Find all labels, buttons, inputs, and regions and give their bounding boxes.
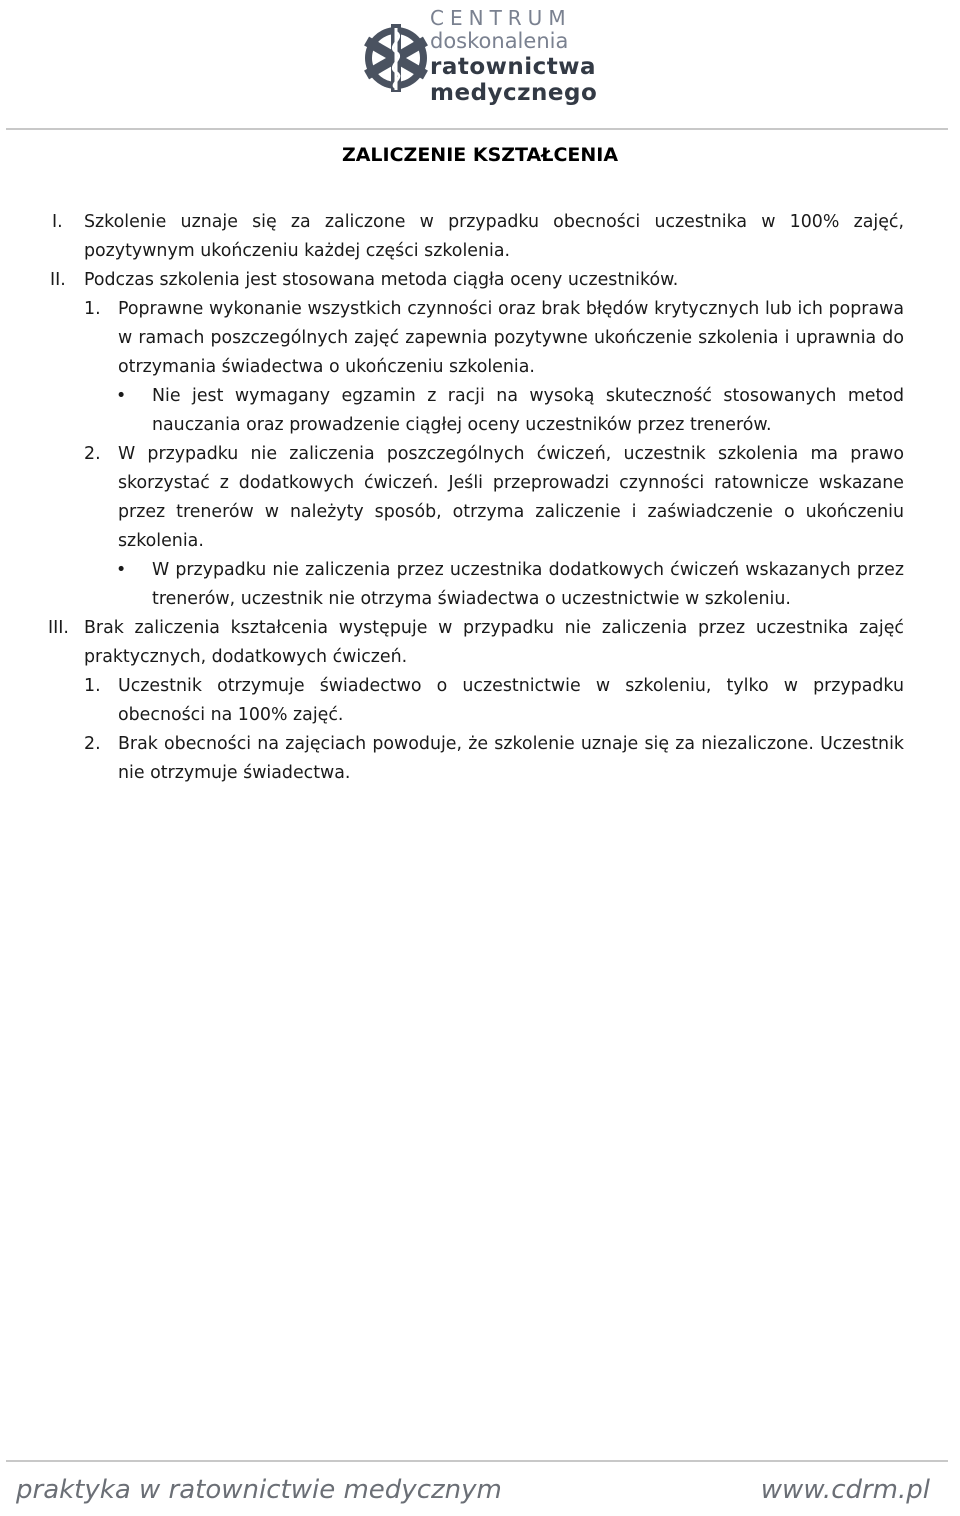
page-header — [0, 0, 960, 135]
document-body — [0, 208, 960, 788]
section-i-label: I. — [52, 212, 63, 232]
section-iii-item-1-text: Uczestnik otrzymuje świadectwo o uczestnictwie w szkoleniu, tylko w przypadku obecności na 100% zajęć. — [118, 676, 904, 725]
section-ii-item-2-text: W przypadku nie zaliczenia poszczególnych ćwiczeń, uczestnik szkolenia ma prawo skorzystać z dodatkowych ćwiczeń. Jeśli przeprowadzi czynności ratownicze wskazane przez trenerów w należyty sposób, otrzyma zaliczenie i zaświadczenie o ukończeniu szkolenia. — [118, 444, 904, 551]
section-ii-item-1-label: 1. — [84, 299, 101, 319]
section-iii-item-1-label: 1. — [84, 676, 101, 696]
section-i — [0, 208, 960, 266]
section-iii-item-2-label: 2. — [84, 734, 101, 754]
section-ii-item-1-text: Poprawne wykonanie wszystkich czynności oraz brak błędów krytycznych lub ich poprawa w ramach poszczególnych zajęć zapewnia pozytywne ukończenie szkolenia i uprawnia do otrzymania świadectwa o ukończeniu szkolenia. — [118, 299, 904, 377]
header-divider — [6, 128, 948, 130]
footer-tagline: praktyka w ratownictwie medycznym — [16, 1475, 502, 1505]
section-iii-text: Brak zaliczenia kształcenia występuje w przypadku nie zaliczenia przez uczestnika zajęć praktycznych, dodatkowych ćwiczeń. — [84, 618, 904, 667]
section-iii-item-1 — [0, 672, 960, 730]
section-iii-item-2-text: Brak obecności na zajęciach powoduje, że szkolenie uznaje się za niezaliczone. Uczestnik nie otrzymuje świadectwa. — [118, 734, 904, 783]
logo-line-centrum: CENTRUM — [430, 6, 572, 30]
page-title: ZALICZENIE KSZTAŁCENIA — [341, 144, 619, 166]
logo — [360, 6, 600, 110]
section-iii-label: III. — [48, 618, 69, 638]
star-of-life-caduceus-icon — [360, 14, 430, 104]
footer-divider — [6, 1460, 948, 1462]
section-ii-item-2 — [0, 440, 960, 556]
footer-website: www.cdrm.pl — [760, 1475, 930, 1505]
logo-line-ratownictwa: ratownictwa — [430, 54, 597, 80]
section-ii — [0, 266, 960, 295]
bullet-marker: • — [116, 386, 127, 406]
section-ii-item-1 — [0, 295, 960, 382]
bullet-marker: • — [116, 560, 127, 580]
section-ii-item-1-bullet — [0, 382, 960, 440]
section-ii-item-2-bullet — [0, 556, 960, 614]
section-iii — [0, 614, 960, 672]
section-i-text: Szkolenie uznaje się za zaliczone w przypadku obecności uczestnika w 100% zajęć, pozytywnym ukończeniu każdej części szkolenia. — [84, 212, 904, 261]
logo-line-doskonalenia: doskonalenia — [430, 29, 569, 53]
section-ii-item-2-label: 2. — [84, 444, 101, 464]
section-ii-text: Podczas szkolenia jest stosowana metoda ciągła oceny uczestników. — [84, 270, 679, 290]
logo-line-medycznego: medycznego — [430, 80, 598, 106]
section-ii-item-1-bullet-text: Nie jest wymagany egzamin z racji na wysoką skuteczność stosowanych metod nauczania oraz prowadzenie ciągłej oceny uczestników przez trenerów. — [152, 386, 904, 435]
section-iii-item-2 — [0, 730, 960, 788]
section-ii-item-2-bullet-text: W przypadku nie zaliczenia przez uczestnika dodatkowych ćwiczeń wskazanych przez trenerów, uczestnik nie otrzyma świadectwa o uczestnictwie w szkoleniu. — [152, 560, 904, 609]
logo-text — [430, 6, 597, 106]
section-ii-label: II. — [50, 270, 66, 290]
